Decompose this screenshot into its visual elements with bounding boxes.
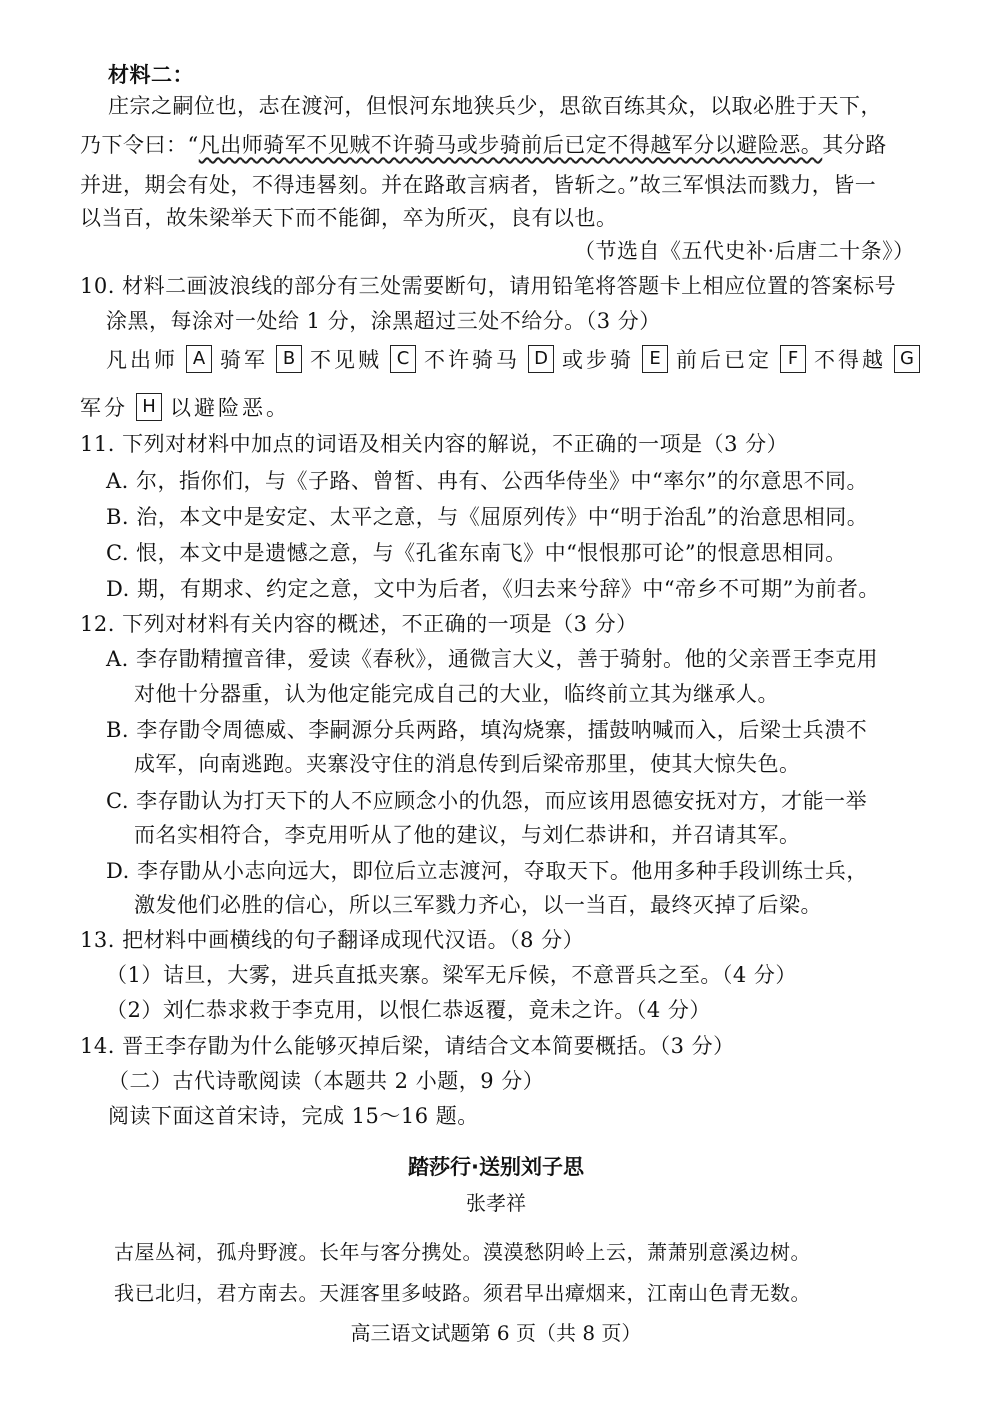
q13-item-2: （2）刘仁恭求救于李克用，以恨仁恭返覆，竟未之许。（4 分）: [106, 998, 711, 1022]
q10-segment: 以避险恶。: [170, 396, 290, 420]
q10-segment: 或步骑: [562, 348, 634, 372]
q10-box-e: E: [642, 345, 668, 373]
q11-option-a: A. 尔，指你们，与《子路、曾皙、冉有、公西华侍坐》中“率尔”的尔意思不同。: [106, 469, 868, 493]
poem-line-2: 我已北归，君方南去。天涯客里多岐路。须君早出瘴烟来，江南山色青无数。: [114, 1281, 811, 1305]
q10-segment: 军分: [80, 396, 128, 420]
page-footer: 高三语文试题第 6 页（共 8 页）: [350, 1321, 642, 1345]
poem-author: 张孝祥: [466, 1191, 526, 1215]
q10-segment: 前后已定: [676, 348, 772, 372]
q12-option-d-line-2: 激发他们必胜的信心，所以三军戮力齐心，以一当百，最终灭掉了后梁。: [134, 893, 822, 917]
q12-option-a-line-1: A. 李存勖精擅音律，爱读《春秋》，通微言大义，善于骑射。他的父亲晋王李克用: [106, 647, 879, 671]
q13-item-1: （1）诘旦，大雾，进兵直抵夹寨。梁军无斥候，不意晋兵之至。（4 分）: [106, 963, 797, 987]
q10-segment: 不许骑马: [424, 348, 520, 372]
q10-box-d: D: [528, 345, 554, 373]
q12-option-c-line-2: 而名实相符合，李克用听从了他的建议，与刘仁恭讲和，并召请其军。: [134, 823, 801, 847]
q10-box-c: C: [390, 345, 416, 373]
section2-instruction: 阅读下面这首宋诗，完成 15～16 题。: [108, 1104, 479, 1128]
q10-break-options-row-1: [106, 344, 928, 374]
q11-option-c: C. 恨，本文中是遗憾之意，与《孔雀东南飞》中“恨恨那可论”的恨意思相同。: [106, 541, 847, 565]
q10-segment: 凡出师: [106, 348, 178, 372]
material2-line-4: 以当百，故朱梁举天下而不能御，卒为所灭，良有以也。: [80, 206, 618, 230]
q12-option-a-line-2: 对他十分器重，认为他定能完成自己的大业，临终前立其为继承人。: [134, 682, 779, 706]
material2-heading: 材料二：: [108, 63, 194, 87]
material2-line-2-start: 乃下令曰：“: [80, 133, 199, 157]
q10-segment: 骑军: [220, 348, 268, 372]
material2-line-3: 并进，期会有处，不得违晷刻。并在路敢言病者，皆斩之。”故三军惧法而戮力，皆一: [80, 173, 877, 197]
q11-option-b: B. 治，本文中是安定、太平之意，与《屈原列传》中“明于治乱”的治意思相同。: [106, 505, 869, 529]
q10-stem-2: 涂黑，每涂对一处给 1 分，涂黑超过三处不给分。（3 分）: [106, 309, 661, 333]
poem-line-1: 古屋丛祠，孤舟野渡。长年与客分携处。漠漠愁阴岭上云，萧萧别意溪边树。: [114, 1240, 811, 1264]
q12-option-c-line-1: C. 李存勖认为打天下的人不应顾念小的仇怨，而应该用恩德安抚对方，才能一举: [106, 789, 868, 813]
q12-option-d-line-1: D. 李存勖从小志向远大，即位后立志渡河，夺取天下。他用多种手段训练士兵，: [106, 859, 868, 883]
q10-box-f: F: [780, 345, 806, 373]
q14-stem: 14. 晋王李存勖为什么能够灭掉后梁，请结合文本简要概括。（3 分）: [80, 1034, 735, 1058]
q12-option-b-line-1: B. 李存勖令周德威、李嗣源分兵两路，填沟烧寨，擂鼓呐喊而入，后梁士兵溃不: [106, 718, 868, 742]
poem-title: 踏莎行·送别刘子思: [408, 1155, 584, 1179]
q13-stem: 13. 把材料中画横线的句子翻译成现代汉语。（8 分）: [80, 928, 585, 952]
wavy-underlined-passage: 凡出师骑军不见贼不许骑马或步骑前后已定不得越军分以避险恶。: [198, 133, 823, 157]
material2-line-1: 庄宗之嗣位也，志在渡河，但恨河东地狭兵少，思欲百练其众，以取必胜于天下，: [108, 94, 882, 118]
q11-option-d: D. 期，有期求、约定之意，文中为后者，《归去来兮辞》中“帝乡不可期”为前者。: [106, 577, 880, 601]
q10-box-b: B: [276, 345, 302, 373]
q10-box-a: A: [186, 345, 212, 373]
q10-stem-1: 10. 材料二画波浪线的部分有三处需要断句，请用铅笔将答题卡上相应位置的答案标号: [80, 274, 897, 298]
material2-source: （节选自《五代史补·后唐二十条》）: [574, 239, 915, 263]
q12-stem: 12. 下列对材料有关内容的概述，不正确的一项是（3 分）: [80, 612, 638, 636]
material2-line-2-end: 其分路: [822, 133, 887, 157]
q11-stem: 11. 下列对材料中加点的词语及相关内容的解说，不正确的一项是（3 分）: [80, 432, 789, 456]
q10-segment: 不得越: [814, 348, 886, 372]
q10-box-h: H: [136, 393, 162, 421]
q10-break-options-row-2: [80, 392, 290, 422]
material2-line-2: [80, 130, 887, 160]
q12-option-b-line-2: 成军，向南逃跑。夹寨没守住的消息传到后梁帝那里，使其大惊失色。: [134, 752, 801, 776]
q10-box-g: G: [894, 345, 920, 373]
q10-segment: 不见贼: [310, 348, 382, 372]
section2-heading: （二）古代诗歌阅读（本题共 2 小题，9 分）: [108, 1069, 545, 1093]
